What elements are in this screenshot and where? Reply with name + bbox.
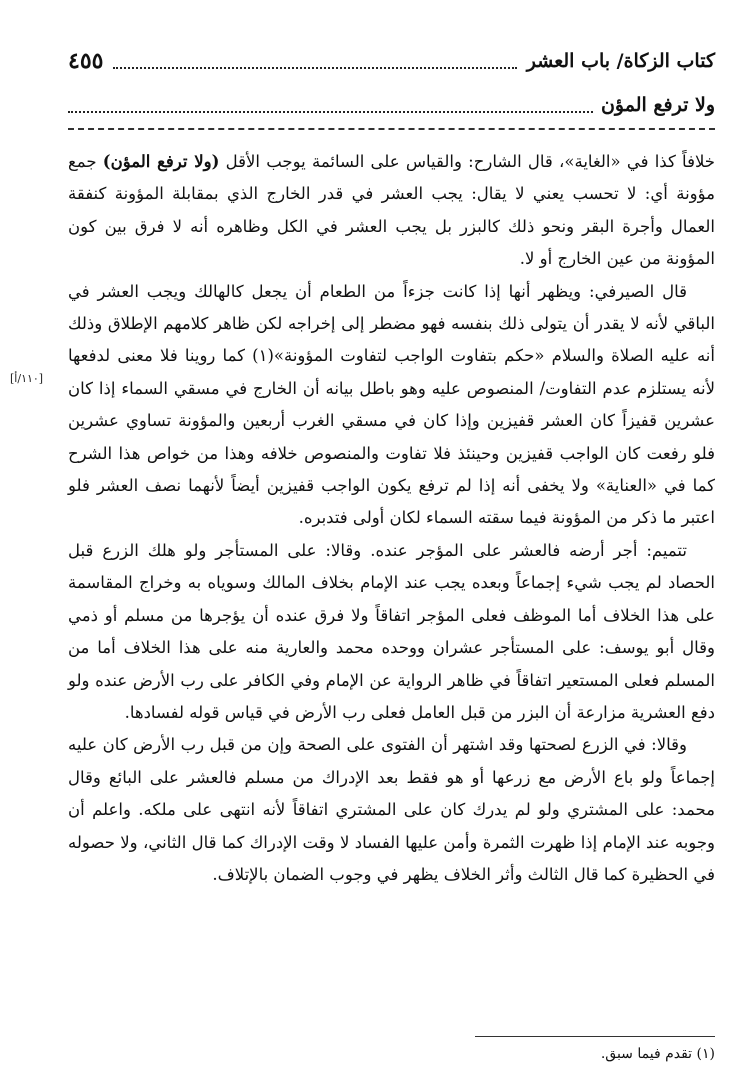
page-number: ٤٥٥ <box>68 48 104 74</box>
running-header <box>68 44 715 78</box>
footnote: (١) تقدم فيما سبق. <box>600 1046 715 1062</box>
commentary-body <box>68 146 715 891</box>
matn-heading-row <box>68 90 715 120</box>
paragraph <box>68 276 715 535</box>
chapter-title: كتاب الزكاة/ باب العشر <box>526 50 715 72</box>
paragraph-text: جمع مؤونة أي: لا تحسب يعني لا يقال: يجب العشر في قدر الخارج الذي بمقابلة المؤونة كنفقة العمال وأجرة البقر ونحو ذلك كالبزر بل يجب العشر في الكل وظاهره أنه لا فرق بين كون المؤونة من عين الخارج أو لا. <box>68 152 715 269</box>
paragraph-text: قال الصيرفي: ويظهر أنها إذا كانت جزءاً من الطعام أن يجعل كالهالك ويجب العشر في الباقي لأنه لا يقدر أن يتولى ذلك بنفسه فهو مضطر إلى إخراجه لكن ظاهر كلامهم الإطلاق وذلك أنه عليه الصلاة والسلام «حكم بتفاوت الواجب لتفاوت المؤونة»(١) كما روينا فلا معنى لدفعها لأنه يستلزم عدم التفاوت/ المنصوص عليه وهو باطل بيانه أن الخارج في مسقي السماء إذا كان عشرين قفيزاً كان العشر قفيزين وإذا كان في مسقي الغرب أربعين والمؤونة تساوي عشرين فلو رفعت كان الواجب قفيزين وحينئذ فلا تفاوت والمنصوص خلافه وهذا من خواص هذا الشرح كما في «العناية» ولا يخفى أنه إذا لم ترفع يكون الواجب قفيزين أيضاً لأنهما نصف العشر فلو اعتبر ما ذكر من المؤونة فيما سقته السماء لكان أولى فتدبره. <box>68 281 715 528</box>
paragraph <box>68 729 715 891</box>
matn-dotted-leader <box>68 97 593 113</box>
matn-quote: (ولا ترفع المؤن) <box>102 152 220 171</box>
manuscript-folio-reference: [١١٠/أ] <box>10 372 44 385</box>
paragraph <box>68 146 715 276</box>
footnote-separator <box>475 1036 715 1037</box>
header-dotted-leader <box>113 53 516 69</box>
matn-separator <box>68 128 715 130</box>
paragraph <box>68 535 715 729</box>
paragraph-text: خلافاً كذا في «الغاية»، قال الشارح: والقياس على السائمة يوجب الأقل <box>219 152 716 171</box>
matn-heading: ولا ترفع المؤن <box>600 94 715 116</box>
paragraph-text: تتميم: أجر أرضه فالعشر على المؤجر عنده. وقالا: على المستأجر ولو هلك الزرع قبل الحصاد لم يجب شيء إجماعاً وبعده يجب عند الإمام بخلاف المالك وسوياه به وخراج المقاسمة على هذا الخلاف أما الموظف فعلى المؤجر اتفاقاً ولا فرق عنده أن يؤجرها من مسلم أو ذمي وقال أبو يوسف: على المستأجر عشران ووحده محمد والعارية منه على هذا الخلاف أما من المسلم فعلى المستعير اتفاقاً في ظاهر الرواية عن الإمام وفي الكافر على رب الأرض عنده ولو دفع العشرية مزارعة أن البزر من قبل العامل فعلى رب الأرض في قياس قوله لفسادها. <box>68 540 715 722</box>
paragraph-text: وقالا: في الزرع لصحتها وقد اشتهر أن الفتوى على الصحة وإن من قبل رب الأرض كان عليه إجماعاً ولو باع الأرض مع زرعها أو هو فقط بعد الإدراك من مسلم فالعشر على البائع وقال محمد: على المشتري ولو لم يدرك كان على المشتري اتفاقاً لأنه انتهى على ملكه. واعلم أن وجوبه عند الإمام إذا ظهرت الثمرة وأمن عليها الفساد لا وقت الإدراك كما قال الثاني، ولا حصوله في الحظيرة كما قال الثالث وأثر الخلاف يظهر في وجوب الضمان بالإتلاف. <box>68 735 715 884</box>
